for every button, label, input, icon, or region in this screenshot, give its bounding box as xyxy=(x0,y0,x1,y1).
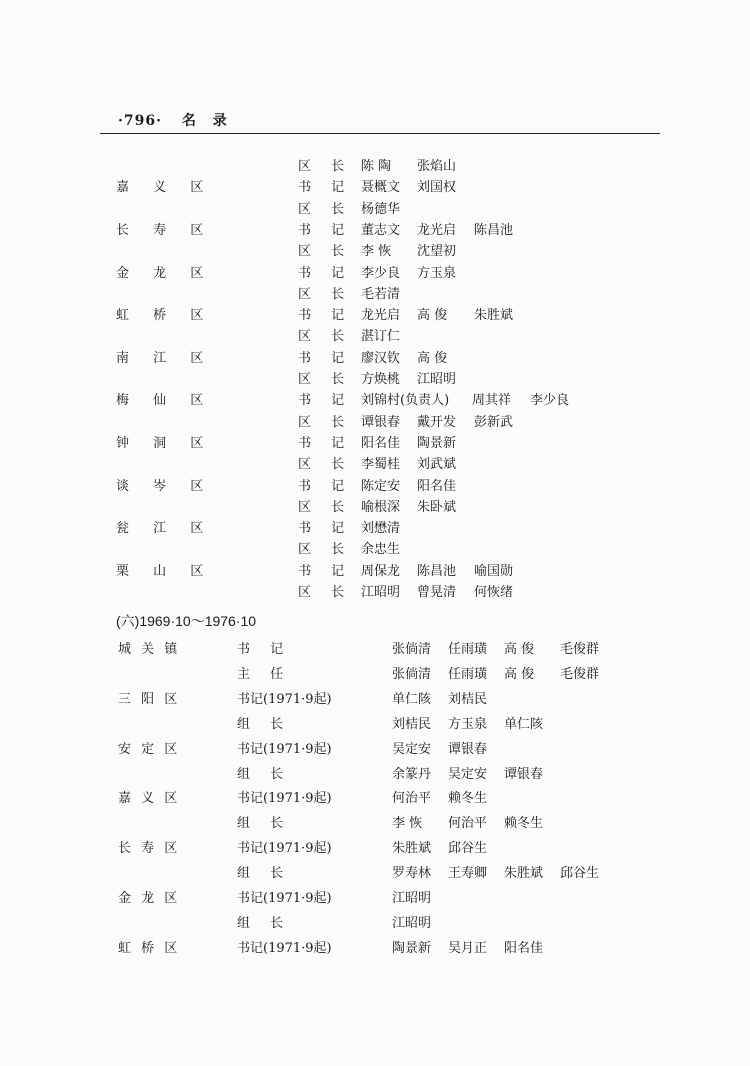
person-name: 陈 陶 xyxy=(361,159,392,174)
person-name: 吴定安 xyxy=(448,766,488,782)
person-name: 李少良 xyxy=(361,265,401,281)
person-name: 高 俊 xyxy=(417,350,448,366)
person-name: 吴定安 xyxy=(392,741,432,757)
person-name: 方玉泉 xyxy=(448,716,488,732)
role-title: 书 记 xyxy=(298,563,353,579)
person-name: 刘桔民 xyxy=(448,691,488,707)
role-title: 书 记 xyxy=(298,435,353,451)
district-name: 金 龙 区 xyxy=(116,265,214,281)
person-name: 单仁陔 xyxy=(392,691,432,707)
role-title: 区 长 xyxy=(298,499,353,515)
role-title: 区 长 xyxy=(298,372,353,387)
person-name: 罗寿林 xyxy=(392,866,432,882)
person-name: 戴开发 xyxy=(417,414,457,430)
person-name: 李少良 xyxy=(530,393,570,409)
person-name: 任雨璜 xyxy=(448,642,488,657)
person-name: 朱胜斌 xyxy=(504,866,544,882)
person-name: 刘锦村(负责人) xyxy=(361,393,450,409)
role-title: 组 长 xyxy=(237,766,292,782)
person-name: 阳名佳 xyxy=(417,478,457,494)
district-name: 嘉 义 区 xyxy=(118,791,181,807)
role-title: 书 记 xyxy=(298,265,353,281)
person-name: 陶景新 xyxy=(417,435,457,451)
person-name: 彭新武 xyxy=(474,414,514,430)
person-name: 高 俊 xyxy=(504,666,535,682)
person-name: 聂概文 xyxy=(361,180,401,196)
district-name: 南 江 区 xyxy=(116,350,214,366)
person-name: 杨德华 xyxy=(361,201,401,217)
person-name: 何治平 xyxy=(392,791,432,807)
person-name: 高 俊 xyxy=(417,308,448,324)
person-name: 任雨璜 xyxy=(448,666,488,682)
role-title: 书 记 xyxy=(298,478,353,494)
person-name: 刘国权 xyxy=(417,180,457,196)
role-title: 书记(1971·9起) xyxy=(237,940,332,956)
district-name: 梅 仙 区 xyxy=(116,393,214,409)
person-name: 周保龙 xyxy=(361,563,401,579)
person-name: 陈昌池 xyxy=(417,563,457,579)
header-rule xyxy=(100,133,660,134)
district-name: 安 定 区 xyxy=(118,741,181,757)
person-name: 沈望初 xyxy=(417,244,457,260)
district-name: 谈 岑 区 xyxy=(116,478,214,494)
role-title: 书 记 xyxy=(237,642,292,657)
person-name: 张倘清 xyxy=(392,666,432,682)
role-title: 组 长 xyxy=(237,866,292,882)
person-name: 陶景新 xyxy=(392,940,432,956)
role-title: 书记(1971·9起) xyxy=(237,891,332,906)
person-name: 阳名佳 xyxy=(361,435,401,451)
role-title: 区 长 xyxy=(298,244,353,260)
person-name: 方玉泉 xyxy=(417,265,457,281)
role-title: 区 长 xyxy=(298,542,353,558)
page-header xyxy=(118,110,233,130)
person-name: 朱胜斌 xyxy=(392,841,432,857)
role-title: 组 长 xyxy=(237,816,292,832)
person-name: 朱卧斌 xyxy=(417,499,457,515)
role-title: 区 长 xyxy=(298,585,353,600)
person-name: 吴月正 xyxy=(448,940,488,956)
district-name: 长 寿 区 xyxy=(116,222,214,238)
person-name: 江昭明 xyxy=(392,915,432,931)
person-name: 余忠生 xyxy=(361,542,401,558)
district-name: 嘉 义 区 xyxy=(116,180,214,196)
district-name: 虹 桥 区 xyxy=(116,308,214,324)
person-name: 毛俊群 xyxy=(560,642,600,657)
role-title: 组 长 xyxy=(237,915,292,931)
district-name: 三 阳 区 xyxy=(118,691,181,707)
role-title: 区 长 xyxy=(298,329,353,345)
district-name: 瓮 江 区 xyxy=(116,521,214,537)
person-name: 方焕桃 xyxy=(361,372,401,387)
person-name: 赖冬生 xyxy=(448,791,488,807)
person-name: 湛订仁 xyxy=(361,329,401,345)
role-title: 区 长 xyxy=(298,201,353,217)
person-name: 毛俊群 xyxy=(560,666,600,682)
page-number: ·796· xyxy=(118,113,162,129)
person-name: 王寿卿 xyxy=(448,866,488,882)
district-name: 虹 桥 区 xyxy=(118,940,181,956)
person-name: 张倘清 xyxy=(392,642,432,657)
role-title: 书 记 xyxy=(298,222,353,238)
person-name: 喻国勋 xyxy=(474,563,514,579)
district-name: 栗 山 区 xyxy=(116,563,214,579)
person-name: 廖汉钦 xyxy=(361,350,401,366)
role-title: 区 长 xyxy=(298,286,353,302)
role-title: 书 记 xyxy=(298,308,353,324)
person-name: 李 恢 xyxy=(361,244,392,260)
role-title: 书记(1971·9起) xyxy=(237,841,332,857)
person-name: 喻根深 xyxy=(361,499,401,515)
person-name: 周其祥 xyxy=(472,393,512,409)
role-title: 区 长 xyxy=(298,159,353,174)
role-title: 组 长 xyxy=(237,716,292,732)
person-name: 赖冬生 xyxy=(504,816,544,832)
person-name: 江昭明 xyxy=(417,372,457,387)
role-title: 书记(1971·9起) xyxy=(237,691,332,707)
person-name: 江昭明 xyxy=(392,891,432,906)
role-title: 书记(1971·9起) xyxy=(237,791,332,807)
person-name: 江昭明 xyxy=(361,585,401,600)
person-name: 龙光启 xyxy=(417,222,457,238)
person-name: 何治平 xyxy=(448,816,488,832)
role-title: 书记(1971·9起) xyxy=(237,741,332,757)
person-name: 邱谷生 xyxy=(560,866,600,882)
person-name: 谭银春 xyxy=(448,741,488,757)
role-title: 书 记 xyxy=(298,350,353,366)
person-name: 刘懋清 xyxy=(361,521,401,537)
person-name: 毛若清 xyxy=(361,286,401,302)
district-name: 钟 洞 区 xyxy=(116,435,214,451)
section-6-heading: (六)1969·10～1976·10 xyxy=(116,613,257,629)
person-name: 单仁陔 xyxy=(504,716,544,732)
person-name: 阳名佳 xyxy=(504,940,544,956)
person-name: 曾晃清 xyxy=(417,585,457,600)
person-name: 李蜀桂 xyxy=(361,457,401,473)
person-name: 刘武斌 xyxy=(417,457,457,473)
role-title: 书 记 xyxy=(298,180,353,196)
role-title: 书 记 xyxy=(298,393,353,409)
person-name: 谭银春 xyxy=(504,766,544,782)
district-name: 长 寿 区 xyxy=(118,841,181,857)
role-title: 区 长 xyxy=(298,457,353,473)
role-title: 主 任 xyxy=(237,666,292,682)
district-name: 金 龙 区 xyxy=(118,891,181,906)
role-title: 区 长 xyxy=(298,414,353,430)
person-name: 刘桔民 xyxy=(392,716,432,732)
person-name: 朱胜斌 xyxy=(474,308,514,324)
person-name: 谭银春 xyxy=(361,414,401,430)
person-name: 董志文 xyxy=(361,222,401,238)
person-name: 李 恢 xyxy=(392,816,423,832)
person-name: 何恢绪 xyxy=(474,585,514,600)
page-title: 名 录 xyxy=(181,113,233,129)
person-name: 陈昌池 xyxy=(474,222,514,238)
person-name: 余篆丹 xyxy=(392,766,432,782)
person-name: 龙光启 xyxy=(361,308,401,324)
role-title: 书 记 xyxy=(298,521,353,537)
person-name: 邱谷生 xyxy=(448,841,488,857)
person-name: 张焰山 xyxy=(417,159,457,174)
person-name: 陈定安 xyxy=(361,478,401,494)
person-name: 高 俊 xyxy=(504,642,535,657)
district-name: 城 关 镇 xyxy=(118,642,181,657)
